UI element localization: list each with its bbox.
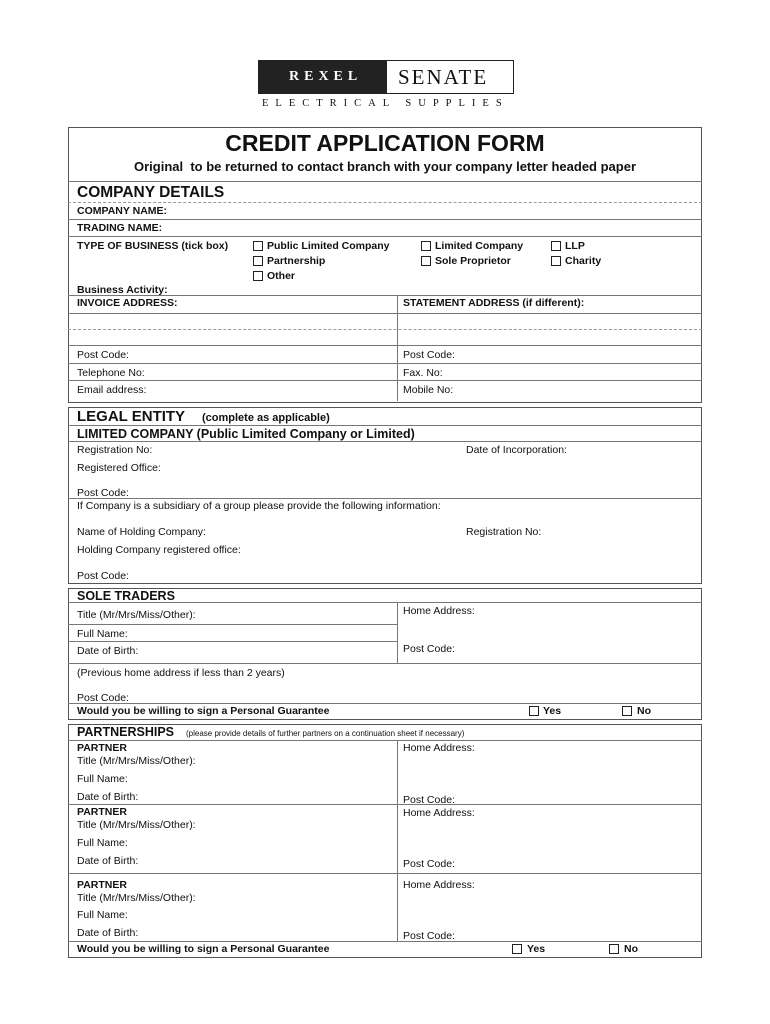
post-code-label: Post Code:	[403, 643, 455, 655]
post-code-label: Post Code:	[403, 858, 455, 870]
post-code-label: Post Code:	[403, 930, 455, 942]
legal-entity-note: (complete as applicable)	[202, 412, 330, 424]
home-address-label: Home Address:	[403, 879, 475, 891]
divider	[68, 624, 397, 625]
divider	[397, 740, 398, 941]
statement-address-label: STATEMENT ADDRESS (if different):	[403, 297, 585, 309]
dob-label: Date of Birth:	[77, 645, 139, 657]
title-label: Title (Mr/Mrs/Miss/Other):	[77, 819, 196, 831]
checkbox-limited[interactable]	[421, 241, 431, 251]
option-limited: Limited Company	[435, 240, 524, 252]
guarantee-no-label: No	[637, 705, 651, 717]
divider	[68, 663, 702, 664]
post-code-label: Post Code:	[403, 349, 455, 361]
option-plc: Public Limited Company	[267, 240, 390, 252]
subsidiary-text: If Company is a subsidiary of a group please provide the following information:	[77, 500, 441, 512]
form-subtitle: Original to be returned to contact branch with your company letter headed paper	[133, 159, 637, 174]
business-activity-label: Business Activity:	[77, 284, 168, 296]
dob-label: Date of Birth:	[77, 927, 139, 939]
logo	[258, 60, 514, 94]
logo-tagline: ELECTRICAL SUPPLIES	[262, 98, 509, 109]
option-other: Other	[267, 270, 296, 282]
trading-name-label: TRADING NAME:	[77, 222, 163, 234]
guarantee-yes-label: Yes	[527, 943, 546, 955]
partnerships-heading: PARTNERSHIPS	[77, 725, 175, 739]
type-of-business-label: TYPE OF BUSINESS (tick box)	[77, 240, 229, 252]
registered-office-label: Registered Office:	[77, 462, 161, 474]
guarantee-no-label: No	[624, 943, 638, 955]
partner-label: PARTNER	[77, 879, 127, 891]
checkbox-sole[interactable]	[421, 256, 431, 266]
divider	[397, 602, 398, 663]
checkbox-guarantee-yes[interactable]	[512, 944, 522, 954]
invoice-address-label: INVOICE ADDRESS:	[77, 297, 178, 309]
divider	[68, 236, 702, 237]
divider	[68, 425, 702, 426]
fax-label: Fax. No:	[403, 367, 443, 379]
telephone-label: Telephone No:	[77, 367, 145, 379]
post-code-label: Post Code:	[77, 349, 129, 361]
guarantee-question: Would you be willing to sign a Personal Guarantee	[77, 705, 330, 717]
partner-label: PARTNER	[77, 806, 127, 818]
partnerships-note: (please provide details of further partners on a continuation sheet if necessary)	[186, 729, 465, 738]
title-label: Title (Mr/Mrs/Miss/Other):	[77, 892, 196, 904]
checkbox-plc[interactable]	[253, 241, 263, 251]
post-code-label: Post Code:	[77, 570, 129, 582]
divider	[68, 329, 702, 330]
divider	[68, 941, 702, 942]
sole-traders-heading: SOLE TRADERS	[77, 589, 175, 603]
holding-company-name-label: Name of Holding Company:	[77, 526, 206, 538]
home-address-label: Home Address:	[403, 605, 475, 617]
divider	[68, 295, 702, 296]
full-name-label: Full Name:	[77, 837, 128, 849]
divider	[68, 441, 702, 442]
logo-rexel-block	[259, 61, 387, 93]
checkbox-llp[interactable]	[551, 241, 561, 251]
company-details-heading: COMPANY DETAILS	[77, 184, 225, 201]
full-name-label: Full Name:	[77, 909, 128, 921]
email-label: Email address:	[77, 384, 147, 396]
logo-rexel-text: REXEL	[289, 69, 363, 84]
dob-label: Date of Birth:	[77, 791, 139, 803]
divider	[68, 873, 702, 874]
divider	[68, 202, 702, 203]
checkbox-guarantee-yes[interactable]	[529, 706, 539, 716]
checkbox-guarantee-no[interactable]	[609, 944, 619, 954]
option-sole: Sole Proprietor	[435, 255, 511, 267]
divider	[68, 641, 397, 642]
logo-senate-text: SENATE	[398, 65, 489, 89]
divider	[68, 703, 702, 704]
full-name-label: Full Name:	[77, 773, 128, 785]
divider	[68, 345, 702, 346]
divider	[68, 602, 702, 603]
checkbox-charity[interactable]	[551, 256, 561, 266]
divider	[68, 181, 702, 182]
holding-office-label: Holding Company registered office:	[77, 544, 241, 556]
title-label: Title (Mr/Mrs/Miss/Other):	[77, 609, 196, 621]
company-name-label: COMPANY NAME:	[77, 205, 168, 217]
divider	[68, 313, 702, 314]
limited-company-heading: LIMITED COMPANY (Public Limited Company or Limited)	[77, 427, 415, 441]
legal-entity-heading: LEGAL ENTITY	[77, 408, 186, 425]
checkbox-other[interactable]	[253, 271, 263, 281]
form-title: CREDIT APPLICATION FORM	[225, 130, 545, 156]
date-incorporation-label: Date of Incorporation:	[466, 444, 567, 456]
post-code-label: Post Code:	[77, 487, 129, 499]
divider	[68, 740, 702, 741]
checkbox-guarantee-no[interactable]	[622, 706, 632, 716]
registration-no-label: Registration No:	[77, 444, 153, 456]
divider	[68, 498, 702, 499]
mobile-label: Mobile No:	[403, 384, 454, 396]
guarantee-question: Would you be willing to sign a Personal Guarantee	[77, 943, 330, 955]
dob-label: Date of Birth:	[77, 855, 139, 867]
sole-box	[68, 588, 702, 720]
divider	[68, 380, 702, 381]
guarantee-yes-label: Yes	[543, 705, 562, 717]
home-address-label: Home Address:	[403, 807, 475, 819]
divider	[68, 804, 702, 805]
holding-registration-label: Registration No:	[466, 526, 542, 538]
option-partnership: Partnership	[267, 255, 326, 267]
checkbox-partnership[interactable]	[253, 256, 263, 266]
option-llp: LLP	[565, 240, 585, 252]
divider	[397, 295, 398, 401]
post-code-label: Post Code:	[77, 692, 129, 704]
partner-label: PARTNER	[77, 742, 127, 754]
divider	[68, 219, 702, 220]
full-name-label: Full Name:	[77, 628, 128, 640]
post-code-label: Post Code:	[403, 794, 455, 806]
previous-address-label: (Previous home address if less than 2 years)	[77, 667, 285, 679]
title-label: Title (Mr/Mrs/Miss/Other):	[77, 755, 196, 767]
home-address-label: Home Address:	[403, 742, 475, 754]
divider	[68, 363, 702, 364]
option-charity: Charity	[565, 255, 602, 267]
